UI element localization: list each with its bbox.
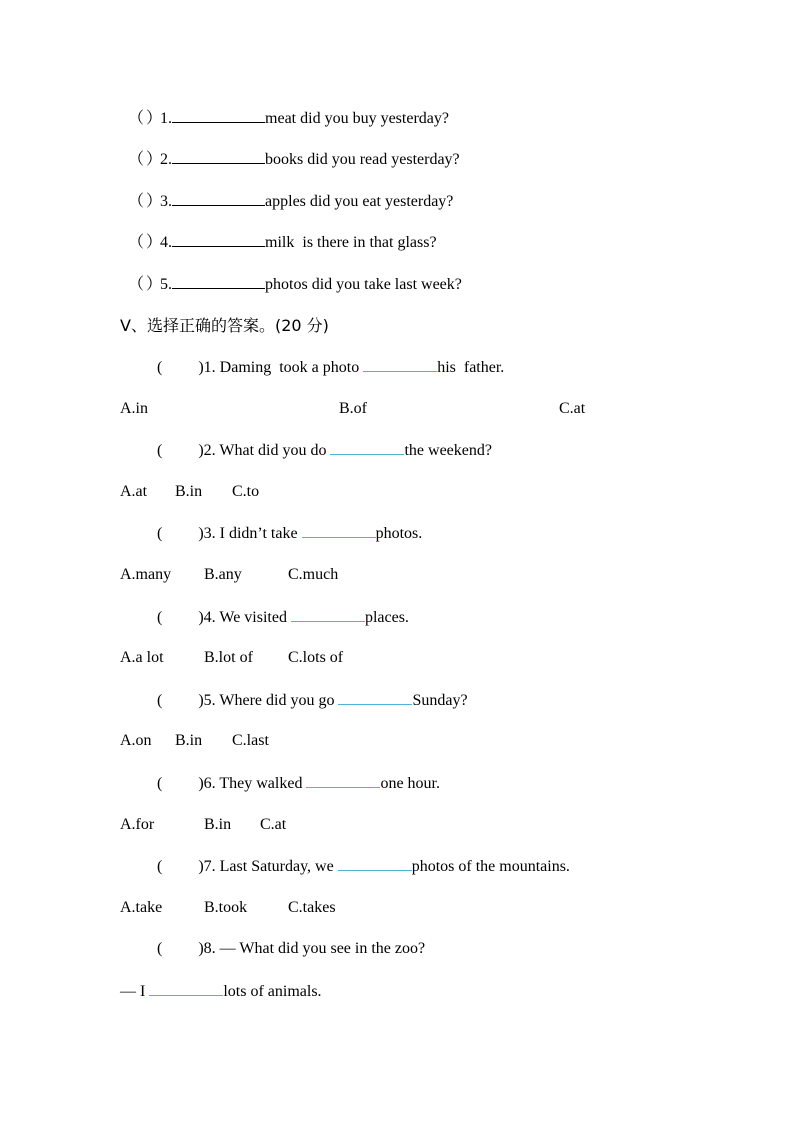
question-lead: )3. I didn’t take xyxy=(198,525,302,542)
answer-bracket-close: ） xyxy=(146,193,163,210)
question-tail: one hour. xyxy=(380,775,440,792)
answer-blank[interactable] xyxy=(172,149,265,164)
answer-bracket-close: ） xyxy=(146,234,163,251)
question-paren: ( xyxy=(157,775,163,792)
option-c: C.lots of xyxy=(288,649,344,666)
question-paren: ( xyxy=(157,858,163,875)
option-c: C.much xyxy=(288,566,339,583)
option-c: C.at xyxy=(559,400,586,417)
section-heading: Ⅴ、选择正确的答案。(20 分) xyxy=(120,316,329,335)
answer-bracket-open: （ xyxy=(128,234,145,251)
option-a: A.on xyxy=(120,732,152,749)
question-tail: the weekend? xyxy=(404,442,492,459)
answer-bracket-open: （ xyxy=(128,110,145,127)
answer-blank[interactable] xyxy=(172,108,265,123)
question-6 xyxy=(157,773,440,794)
answer-blank[interactable] xyxy=(149,981,223,996)
question-tail: photos. xyxy=(375,525,423,542)
option-a: A.a lot xyxy=(120,649,164,666)
answer-bracket-open: （ xyxy=(128,276,145,293)
item-text: apples did you eat yesterday? xyxy=(265,193,454,210)
question-paren: ( xyxy=(157,525,163,542)
question-tail: photos of the mountains. xyxy=(411,858,570,875)
question-lead: )8. — What did you see in the zoo? xyxy=(198,940,426,957)
item-text: meat did you buy yesterday? xyxy=(265,110,449,127)
fill-item-4 xyxy=(128,232,437,253)
question-2 xyxy=(157,440,492,461)
question-lead: )5. Where did you go xyxy=(198,692,339,709)
answer-bracket-close: ） xyxy=(146,110,163,127)
question-paren: ( xyxy=(157,940,163,957)
question-lead: )2. What did you do xyxy=(198,442,331,459)
answer-blank[interactable] xyxy=(172,191,265,206)
question-paren: ( xyxy=(157,609,163,626)
item-number: 4. xyxy=(160,234,173,251)
fill-item-5 xyxy=(128,274,462,295)
item-number: 5. xyxy=(160,276,173,293)
option-b: B.in xyxy=(204,816,232,833)
option-b: B.in xyxy=(175,483,203,500)
answer-blank[interactable] xyxy=(306,773,380,788)
option-a: A.take xyxy=(120,899,163,916)
fill-item-1 xyxy=(128,108,449,129)
option-a: A.in xyxy=(120,400,148,417)
question-lead: )7. Last Saturday, we xyxy=(198,858,338,875)
answer-lead: — I xyxy=(120,983,150,1000)
question-tail: Sunday? xyxy=(412,692,468,709)
option-b: B.lot of xyxy=(204,649,253,666)
item-number: 2. xyxy=(160,151,173,168)
question-4 xyxy=(157,607,409,628)
question-lead: )1. Daming took a photo xyxy=(198,359,364,376)
option-b: B.in xyxy=(175,732,203,749)
answer-blank[interactable] xyxy=(338,690,412,705)
answer-line xyxy=(120,981,322,1002)
answer-blank[interactable] xyxy=(291,607,365,622)
answer-blank[interactable] xyxy=(363,357,437,372)
option-c: C.takes xyxy=(288,899,336,916)
item-text: books did you read yesterday? xyxy=(265,151,460,168)
answer-tail: lots of animals. xyxy=(223,983,322,1000)
question-lead: )4. We visited xyxy=(198,609,291,626)
option-b: B.any xyxy=(204,566,242,583)
answer-bracket-open: （ xyxy=(128,193,145,210)
question-paren: ( xyxy=(157,442,163,459)
option-c: C.last xyxy=(232,732,269,749)
question-1 xyxy=(157,357,504,378)
question-paren: ( xyxy=(157,359,163,376)
fill-item-3 xyxy=(128,191,453,212)
answer-blank[interactable] xyxy=(172,232,265,247)
question-tail: his father. xyxy=(437,359,505,376)
option-b: B.of xyxy=(339,400,367,417)
answer-blank[interactable] xyxy=(172,274,265,289)
option-c: C.at xyxy=(260,816,287,833)
question-7 xyxy=(157,856,570,877)
question-3 xyxy=(157,523,422,544)
item-text: milk is there in that glass? xyxy=(265,234,437,251)
option-a: A.for xyxy=(120,816,155,833)
question-8 xyxy=(157,939,425,959)
answer-bracket-open: （ xyxy=(128,151,145,168)
option-c: C.to xyxy=(232,483,260,500)
option-b: B.took xyxy=(204,899,248,916)
option-a: A.at xyxy=(120,483,148,500)
answer-blank[interactable] xyxy=(302,523,376,538)
answer-bracket-close: ） xyxy=(146,151,163,168)
item-number: 3. xyxy=(160,193,173,210)
answer-bracket-close: ） xyxy=(146,276,163,293)
answer-blank[interactable] xyxy=(330,440,404,455)
question-tail: places. xyxy=(364,609,409,626)
fill-item-2 xyxy=(128,149,460,170)
question-5 xyxy=(157,690,468,711)
item-text: photos did you take last week? xyxy=(265,276,462,293)
question-lead: )6. They walked xyxy=(198,775,307,792)
question-paren: ( xyxy=(157,692,163,709)
option-a: A.many xyxy=(120,566,172,583)
item-number: 1. xyxy=(160,110,173,127)
answer-blank[interactable] xyxy=(338,856,412,871)
